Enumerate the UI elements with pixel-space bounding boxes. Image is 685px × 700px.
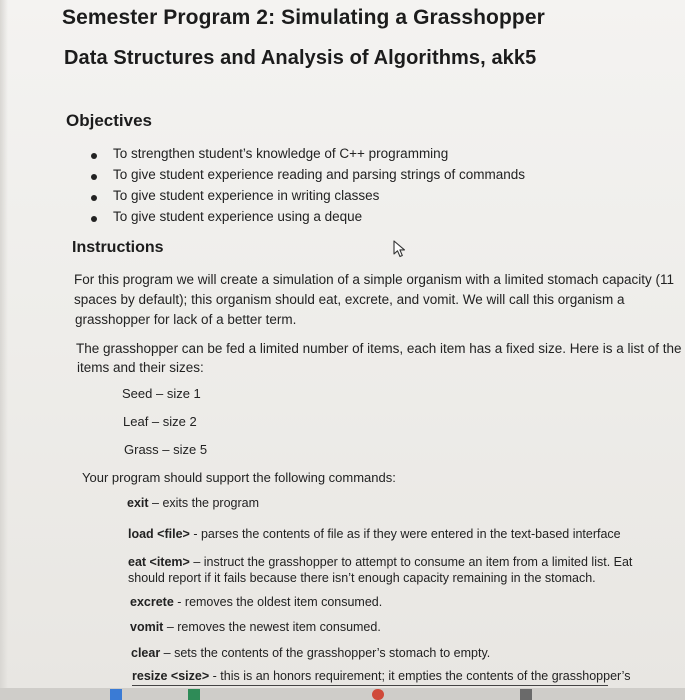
- bullet-icon: [91, 195, 97, 201]
- command-description: - this is an honors requirement; it empties the contents of the grasshopper’s: [209, 669, 631, 683]
- items-paragraph-line: The grasshopper can be fed a limited number of items, each item has a fixed size. Here is a list of the: [76, 341, 682, 356]
- command-description: – removes the newest item consumed.: [163, 620, 381, 634]
- bullet-icon: [91, 174, 97, 180]
- command-description: - parses the contents of file as if they were entered in the text-based interface: [189, 527, 621, 541]
- document-subtitle: Data Structures and Analysis of Algorithms, akk5: [64, 47, 537, 69]
- instructions-paragraph-line: For this program we will create a simulation of a simple organism with a limited stomach capacity (11: [74, 272, 674, 287]
- mouse-pointer-icon: [393, 240, 407, 258]
- command-description: - removes the oldest item consumed.: [173, 595, 383, 609]
- item-size-entry: Seed – size 1: [122, 386, 201, 401]
- instructions-paragraph-line: spaces by default); this organism should eat, excrete, and vomit. We will call this organism a: [74, 292, 625, 307]
- page-shadow-edge: [0, 0, 8, 700]
- command-excrete: [130, 595, 382, 609]
- command-name: exit: [127, 496, 149, 510]
- commands-intro: Your program should support the following commands:: [82, 470, 396, 485]
- command-name: eat <item>: [128, 555, 190, 569]
- command-name: resize <size>: [132, 669, 210, 683]
- bullet-icon: [91, 216, 97, 222]
- command-load: [128, 527, 621, 541]
- objective-item: To strengthen student’s knowledge of C++ programming: [113, 146, 449, 161]
- instructions-paragraph-line: grasshopper for lack of a better term.: [75, 312, 297, 327]
- instructions-heading: Instructions: [72, 239, 164, 256]
- item-size-entry: Grass – size 5: [124, 442, 208, 457]
- command-exit: [127, 496, 259, 510]
- command-clear: [131, 646, 490, 660]
- taskbar-app-icon[interactable]: [520, 689, 532, 700]
- command-eat: [128, 555, 632, 569]
- command-name: vomit: [130, 620, 164, 634]
- command-description: – exits the program: [148, 496, 260, 510]
- command-description: – instruct the grasshopper to attempt to consume an item from a limited list. Eat: [189, 555, 633, 569]
- command-eat-continued: should report if it fails because there isn’t enough capacity remaining in the stomach.: [128, 571, 596, 585]
- taskbar-app-icon[interactable]: [372, 689, 384, 700]
- command-description: – sets the contents of the grasshopper’s stomach to empty.: [160, 646, 491, 660]
- command-resize: [132, 669, 630, 683]
- objective-item: To give student experience in writing classes: [113, 188, 380, 203]
- command-name: excrete: [130, 595, 174, 609]
- objectives-heading: Objectives: [66, 111, 152, 130]
- item-size-entry: Leaf – size 2: [123, 414, 197, 429]
- objective-item: To give student experience reading and parsing strings of commands: [113, 167, 525, 182]
- taskbar-strip: [0, 688, 685, 700]
- bullet-icon: [91, 153, 97, 159]
- document-title: Semester Program 2: Simulating a Grasshopper: [62, 6, 545, 29]
- command-name: load <file>: [128, 527, 190, 541]
- taskbar-app-icon[interactable]: [110, 689, 122, 700]
- objective-item: To give student experience using a deque: [113, 209, 363, 224]
- taskbar-app-icon[interactable]: [188, 689, 200, 700]
- command-vomit: [130, 620, 381, 634]
- items-paragraph-line: items and their sizes:: [77, 360, 204, 375]
- command-name: clear: [131, 646, 161, 660]
- text-underline: [132, 685, 608, 686]
